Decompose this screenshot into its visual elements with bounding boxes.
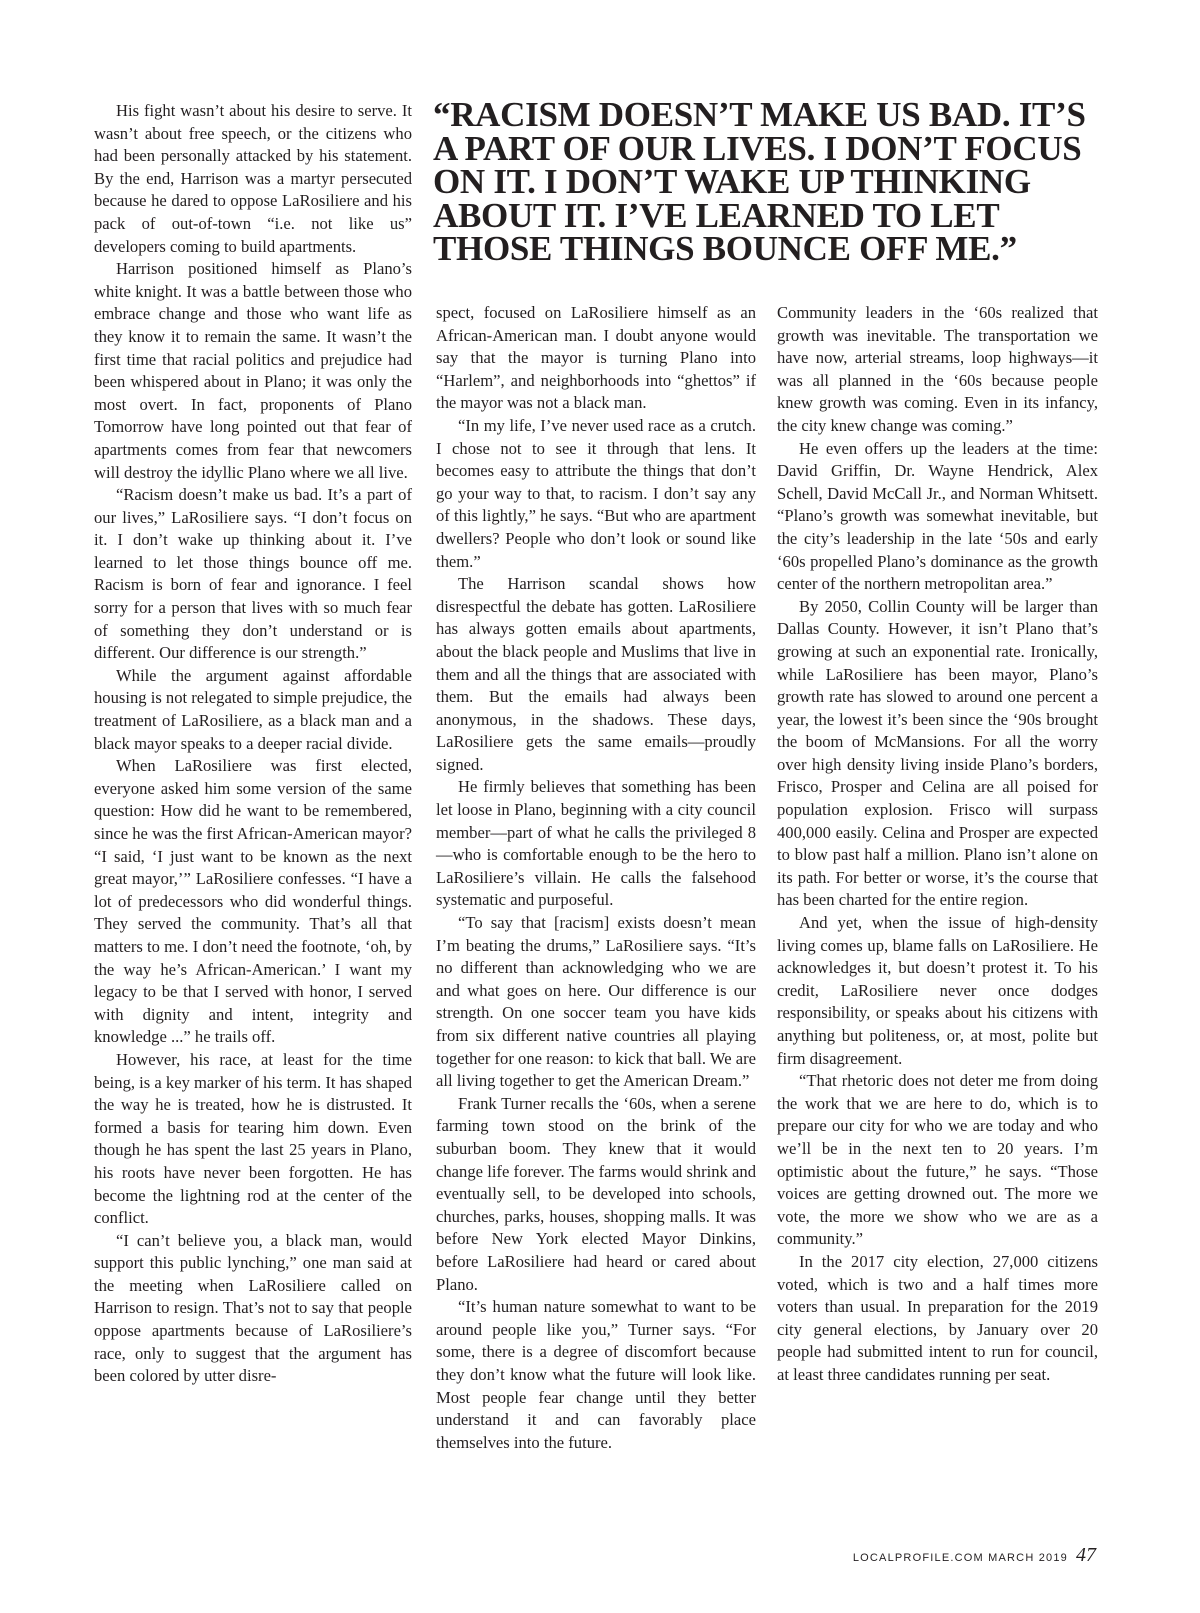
paragraph: When LaRosiliere was first elected, everyone asked him some version of the same question: How did he want to be remembered, since he was the first African-American mayor? “I said, ‘I just want to be known as the next great mayor,’” LaRosiliere confesses. “I have a lot of predecessors who did wonderful things. They served the community. That’s all that matters to me. I don’t need the footnote, ‘oh, by the way he’s African-American.’ I want my legacy to be that I served with honor, I served with dignity and intent, integrity and knowledge ...” he trails off. — [94, 756, 412, 1047]
paragraph: He even offers up the leaders at the time: David Griffin, Dr. Wayne Hendrick, Alex Schell, David McCall Jr., and Norman Whitsett. “Plano’s growth was somewhat inevitable, but the city’s leadership in the late ‘50s and early ‘60s propelled Plano’s dominance as the growth center of the northern metropolitan area.” — [777, 438, 1098, 594]
paragraph: spect, focused on LaRosiliere himself as an African-American man. I doubt anyone would say that the mayor is turning Plano into “Harlem”, and neighborhoods into “ghettos” if the mayor was not a black man. — [436, 303, 756, 413]
paragraph: And yet, when the issue of high-density living comes up, blame falls on LaRosiliere. He acknowledges it, but doesn’t protest it. To his credit, LaRosiliere never once dodges responsibility, or speaks about his citizens with anything but politeness, or, at most, polite but firm disagreement. — [777, 913, 1098, 1068]
article-column-2 — [436, 302, 756, 1454]
article-column-1 — [94, 100, 412, 1388]
paragraph: In the 2017 city election, 27,000 citizens voted, which is two and a half times more voters than usual. In preparation for the 2019 city general elections, by January over 20 people had submitted intent to run for council, at least three candidates running per seat. — [777, 1251, 1098, 1384]
paragraph: Harrison positioned himself as Plano’s white knight. It was a battle between those who embrace change and those who want life as they know it to remain the same. It wasn’t the first time that racial politics and prejudice had been whispered about in Plano; it was only the most overt. In fact, proponents of Plano Tomorrow have long pointed out that fear of apartments comes from fear that newcomers will destroy the idyllic Plano where we all live. — [94, 259, 412, 482]
paragraph: He firmly believes that something has been let loose in Plano, beginning with a city council member—part of what he calls the privileged 8—who is comfortable enough to be the hero to LaRosiliere’s villain. He calls the falsehood systematic and purposeful. — [436, 777, 756, 910]
paragraph: The Harrison scandal shows how disrespectful the debate has gotten. LaRosiliere has always gotten emails about apartments, about the black people and Muslims that live in them and all the things that are associated with them. But the emails had always been anonymous, in the shadows. These days, LaRosiliere gets the same emails—proudly signed. — [436, 574, 756, 774]
paragraph: Frank Turner recalls the ‘60s, when a serene farming town stood on the brink of the suburban boom. They knew that it would change life forever. The farms would shrink and eventually sell, to be developed into schools, churches, parks, houses, shopping malls. It was before New York elected Mayor Dinkins, before LaRosiliere had heard or cared about Plano. — [436, 1093, 756, 1294]
paragraph: “In my life, I’ve never used race as a crutch. I chose not to see it through that lens. It becomes easy to attribute the things that don’t go your way to that, to racism. I don’t say any of this lightly,” he says. “But who are apartment dwellers? People who don’t look or sound like them.” — [436, 415, 756, 571]
paragraph: By 2050, Collin County will be larger than Dallas County. However, it isn’t Plano that’s growing at such an exponential rate. Ironically, while LaRosiliere has been mayor, Plano’s growth rate has slowed to around one percent a year, the lowest it’s been since the ‘90s brought the boom of McMansions. For all the worry over high density living inside Plano’s borders, Frisco, Prosper and Celina are all poised for population explosion. Frisco will surpass 400,000 easily. Celina and Prosper are expected to blow past half a million. Plano isn’t alone on its path. For better or worse, it’s the course that has been charted for the entire region. — [777, 596, 1098, 910]
paragraph: “I can’t believe you, a black man, would support this public lynching,” one man said at the meeting when LaRosiliere called on Harrison to resign. That’s not to say that people oppose apartments because of LaRosiliere’s race, only to suggest that the argument has been colored by utter disre- — [94, 1230, 412, 1386]
folio-site-date: LOCALPROFILE.COM MARCH 2019 — [852, 1552, 1068, 1564]
paragraph: Community leaders in the ‘60s realized that growth was inevitable. The transportation we have now, arterial streams, loop highways—it was all planned in the ‘60s because people knew growth was coming. Even in its infancy, the city knew change was coming.” — [777, 303, 1098, 435]
paragraph: While the argument against affordable housing is not relegated to simple prejudice, the treatment of LaRosiliere, as a black man and a black mayor speaks to a deeper racial divide. — [94, 665, 412, 753]
paragraph: “To say that [racism] exists doesn’t mean I’m beating the drums,” LaRosiliere says. “It’s no different than acknowledging who we are and what goes on here. Our difference is our strength. On one soccer team you have kids from six different native countries all playing together for one reason: to kick that ball. We are all living together to get the American Dream.” — [436, 913, 756, 1091]
paragraph: His fight wasn’t about his desire to serve. It wasn’t about free speech, or the citizens who had been personally attacked by his statement. By the end, Harrison was a martyr persecuted because he dared to oppose LaRosiliere and his pack of out-of-town “i.e. not like us” developers coming to build apartments. — [94, 101, 412, 256]
paragraph: However, his race, at least for the time being, is a key marker of his term. It has shaped the way he is treated, how he is distrusted. It formed a basis for tearing him down. Even though he has spent the last 25 years in Plano, his roots have never been forgotten. He has become the lightning rod at the center of the conflict. — [94, 1049, 412, 1228]
page-number: 47 — [1076, 1544, 1096, 1566]
paragraph: “That rhetoric does not deter me from doing the work that we are here to do, which is to prepare our city for who we are today and who we’ll be in the next ten to 20 years. I’m optimistic about the future,” he says. “Those voices are getting drowned out. The more we vote, the more we show who we are as a community.” — [777, 1071, 1098, 1249]
page-footer — [853, 1544, 1096, 1567]
paragraph: “It’s human nature somewhat to want to be around people like you,” Turner says. “For some, there is a degree of discomfort because they don’t know what the future will look like. Most people fear change until they better understand it and can favorably place themselves into the future. — [436, 1297, 756, 1452]
pull-quote: “RACISM DOESN’T MAKE US BAD. IT’S A PART OF OUR LIVES. I DON’T FOCUS ON IT. I DON’T WAKE UP THINKING ABOUT IT. I’VE LEARNED TO LET THOSE THINGS BOUNCE OFF ME.” — [433, 95, 1086, 268]
paragraph: “Racism doesn’t make us bad. It’s a part of our lives,” LaRosiliere says. “I don’t focus on it. I don’t wake up thinking about it. I’ve learned to let those things bounce off me. Racism is born of fear and ignorance. I feel sorry for a person that lives with so much fear of something they don’t understand or is different. Our difference is our strength.” — [94, 485, 412, 663]
article-column-3 — [777, 302, 1098, 1387]
